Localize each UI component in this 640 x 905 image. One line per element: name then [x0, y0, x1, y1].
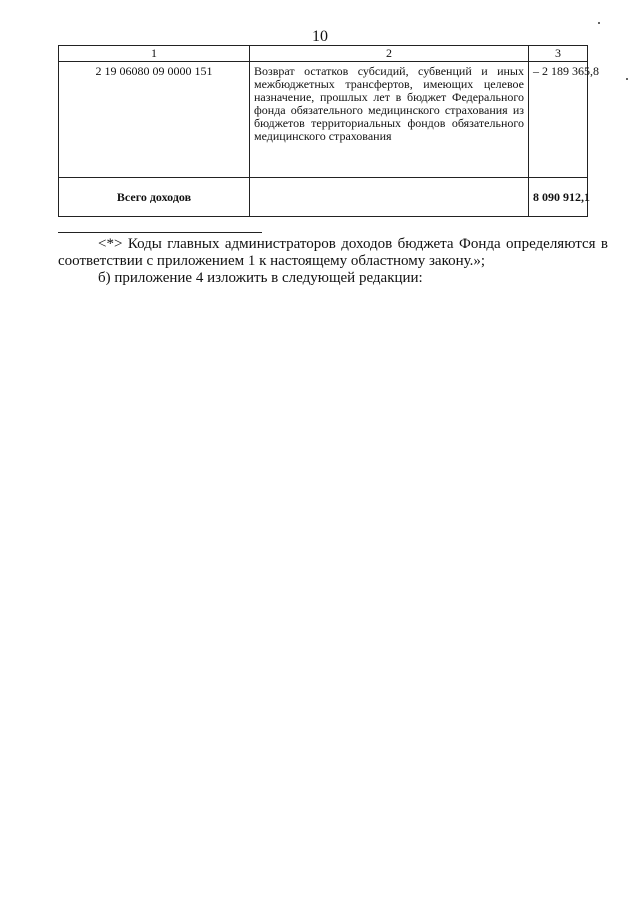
scan-speck	[626, 78, 628, 80]
table-total-row	[59, 178, 588, 217]
total-label-cell: Всего доходов	[59, 178, 250, 217]
revenue-description-cell: Возврат остатков субсидий, субвенций и иных межбюджетных трансфертов, имеющих целевое назначение, прошлых лет в бюджет Федерального фонда обязательного медицинского страхования из бюджетов территориальных фондов обязательного медицинского страхования	[250, 62, 529, 178]
column-header-3: 3	[529, 46, 588, 62]
column-header-2: 2	[250, 46, 529, 62]
revenue-amount-cell: – 2 189 365,8	[529, 62, 588, 178]
revenue-table	[58, 45, 599, 217]
instruction-text: б) приложение 4 изложить в следующей редакции:	[98, 270, 423, 286]
table-row	[59, 62, 588, 178]
total-empty-cell	[250, 178, 529, 217]
footnote-text: <*> Коды главных администраторов доходов бюджета Фонда определяются в соответствии с приложением 1 к настоящему областному закону.»;	[58, 236, 608, 269]
footnote-divider	[58, 232, 262, 233]
page-number: 10	[312, 28, 328, 45]
column-header-1: 1	[59, 46, 250, 62]
total-amount-cell: 8 090 912,1	[529, 178, 588, 217]
revenue-code-cell: 2 19 06080 09 0000 151	[59, 62, 250, 178]
scan-speck	[598, 22, 600, 24]
table-header-row	[59, 46, 588, 62]
